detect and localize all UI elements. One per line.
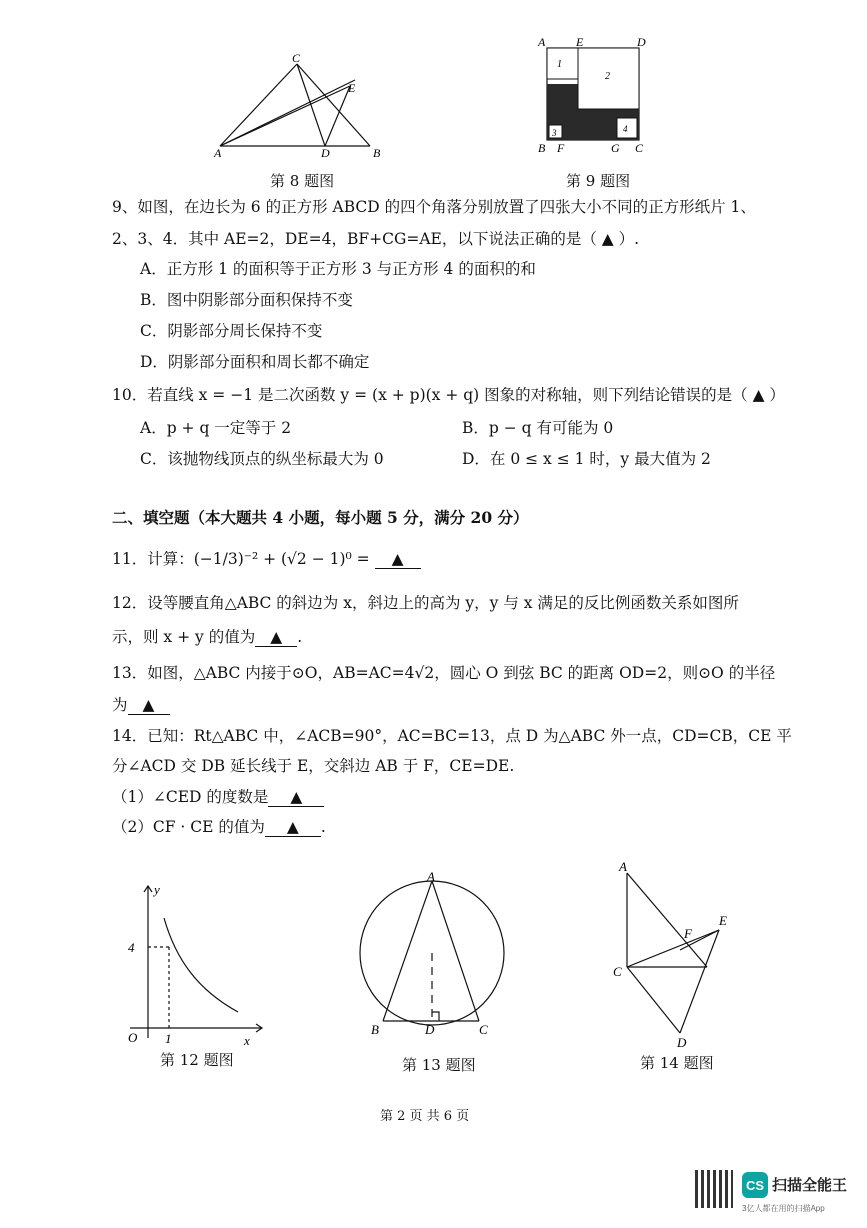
- figure-8-diagram: [205, 50, 385, 160]
- fig12-label-1: 1: [165, 1031, 172, 1046]
- figure-13-diagram: [355, 868, 515, 1040]
- camscanner-tagline: 3亿人都在用的扫描App: [742, 1204, 825, 1213]
- figure-14: [605, 855, 745, 1050]
- figure-13: [355, 868, 515, 1040]
- fig8-caption: 第 8 题图: [270, 172, 335, 190]
- q11-answer-blank[interactable]: ▲: [375, 552, 421, 569]
- fig14-label-e: E: [719, 913, 727, 928]
- q9-option-c: C．阴影部分周长保持不变: [140, 322, 323, 340]
- q13-line-2-text: 为: [112, 696, 128, 714]
- fig8-label-c: C: [292, 51, 301, 65]
- fig12-label-origin: O: [128, 1030, 138, 1045]
- q12-answer-blank[interactable]: ▲: [255, 630, 297, 647]
- fig12-caption: 第 12 题图: [160, 1051, 234, 1069]
- q12-line-2-text: 示，则 x + y 的值为: [112, 628, 256, 646]
- q10-option-d: D．在 0 ≤ x ≤ 1 时，y 最大值为 2: [462, 450, 711, 468]
- figure-12: [120, 878, 270, 1048]
- fig9-label-f: F: [557, 141, 565, 155]
- fig14-label-f: F: [684, 926, 692, 941]
- fig9-label-e: E: [576, 35, 584, 49]
- q13-line-2: [112, 698, 170, 715]
- fig9-label-c: C: [635, 141, 644, 155]
- camscanner-logo: CS: [742, 1172, 768, 1198]
- fig13-label-b: B: [371, 1022, 379, 1037]
- q10-option-c: C．该抛物线顶点的纵坐标最大为 0: [140, 450, 384, 468]
- q14-line-2: 分∠ACD 交 DB 延长线于 E，交斜边 AB 于 F，CE=DE.: [112, 757, 515, 775]
- fig12-label-x: x: [244, 1033, 250, 1048]
- fig9-square-1: 1: [557, 59, 562, 70]
- q12-line-2: [112, 630, 302, 647]
- q10-option-a: A．p + q 一定等于 2: [140, 419, 292, 437]
- fig9-caption: 第 9 题图: [566, 172, 631, 190]
- q10-option-b: B．p − q 有可能为 0: [462, 419, 614, 437]
- q9-option-a: A．正方形 1 的面积等于正方形 3 与正方形 4 的面积的和: [140, 260, 536, 278]
- q14-sub-1-text: （1）∠CED 的度数是: [112, 788, 269, 806]
- fig8-label-b: B: [373, 146, 381, 160]
- fig12-label-y: y: [154, 882, 160, 897]
- fig9-label-b: B: [538, 141, 546, 155]
- fig13-label-c: C: [479, 1022, 488, 1037]
- q14-sub-1: [112, 790, 324, 807]
- fig9-label-a: A: [538, 35, 546, 49]
- q13-answer-blank[interactable]: ▲: [128, 698, 170, 715]
- fig12-label-4: 4: [128, 940, 135, 955]
- fig14-label-c: C: [613, 964, 622, 979]
- fig14-caption: 第 14 题图: [640, 1054, 714, 1072]
- fig9-label-d: D: [637, 35, 646, 49]
- figure-8: [205, 50, 385, 160]
- fig9-square-3: 3: [552, 128, 557, 138]
- figure-9-diagram: [535, 34, 660, 159]
- camscanner-brand: 扫描全能王: [772, 1177, 848, 1194]
- fig9-label-g: G: [611, 141, 620, 155]
- q14-line-1: 14．已知：Rt△ABC 中，∠ACB=90°，AC=BC=13，点 D 为△ABC 外一点，CD=CB，CE 平: [112, 727, 792, 745]
- q10-stem: 10．若直线 x = −1 是二次函数 y = (x + p)(x + q) 图象的对称轴，则下列结论错误的是（ ▲ ）: [112, 386, 785, 404]
- figure-12-graph: [120, 878, 270, 1048]
- section-2-heading: 二、填空题（本大题共 4 小题，每小题 5 分，满分 20 分）: [112, 508, 529, 527]
- q11: [112, 552, 421, 569]
- q9-option-d: D．阴影部分面积和周长都不确定: [140, 353, 370, 371]
- q14-sub-2-text: （2）CF · CE 的值为: [112, 818, 265, 836]
- q14-period: .: [320, 818, 326, 836]
- fig13-caption: 第 13 题图: [402, 1056, 476, 1074]
- q12-period: .: [297, 628, 303, 646]
- fig14-label-a: A: [619, 859, 627, 874]
- q12-line-1: 12．设等腰直角△ABC 的斜边为 x，斜边上的高为 y，y 与 x 满足的反比例函数关系如图所: [112, 594, 739, 612]
- fig13-label-d: D: [425, 1022, 435, 1037]
- q14-sub-2: [112, 820, 326, 837]
- figure-14-diagram: [605, 855, 745, 1050]
- fig8-label-e: E: [348, 81, 356, 95]
- q14-sub-1-answer-blank[interactable]: ▲: [268, 790, 324, 807]
- fig13-label-a: A: [427, 869, 435, 884]
- fig14-label-d: D: [677, 1035, 687, 1050]
- fig8-label-d: D: [321, 146, 330, 160]
- figure-9: [535, 34, 660, 159]
- q11-prefix: 11．计算：: [112, 550, 194, 568]
- fig9-square-4: 4: [623, 124, 628, 134]
- q9-option-b: B．图中阴影部分面积保持不变: [140, 291, 353, 309]
- fig8-label-a: A: [214, 146, 222, 160]
- q11-expression: (−1/3)⁻² + (√2 − 1)⁰ =: [193, 550, 375, 568]
- q9-line-1: 9、如图，在边长为 6 的正方形 ABCD 的四个角落分别放置了四张大小不同的正方形纸片 1、: [112, 198, 756, 216]
- fig9-square-2: 2: [605, 71, 610, 82]
- q13-line-1: 13．如图，△ABC 内接于⊙O，AB=AC=4√2，圆心 O 到弦 BC 的距离 OD=2，则⊙O 的半径: [112, 664, 776, 682]
- q14-sub-2-answer-blank[interactable]: ▲: [265, 820, 321, 837]
- page-footer: 第 2 页 共 6 页: [380, 1109, 470, 1124]
- q9-line-2: 2、3、4．其中 AE=2，DE=4，BF+CG=AE，以下说法正确的是（ ▲ ）.: [112, 230, 640, 248]
- qr-code: [695, 1170, 733, 1208]
